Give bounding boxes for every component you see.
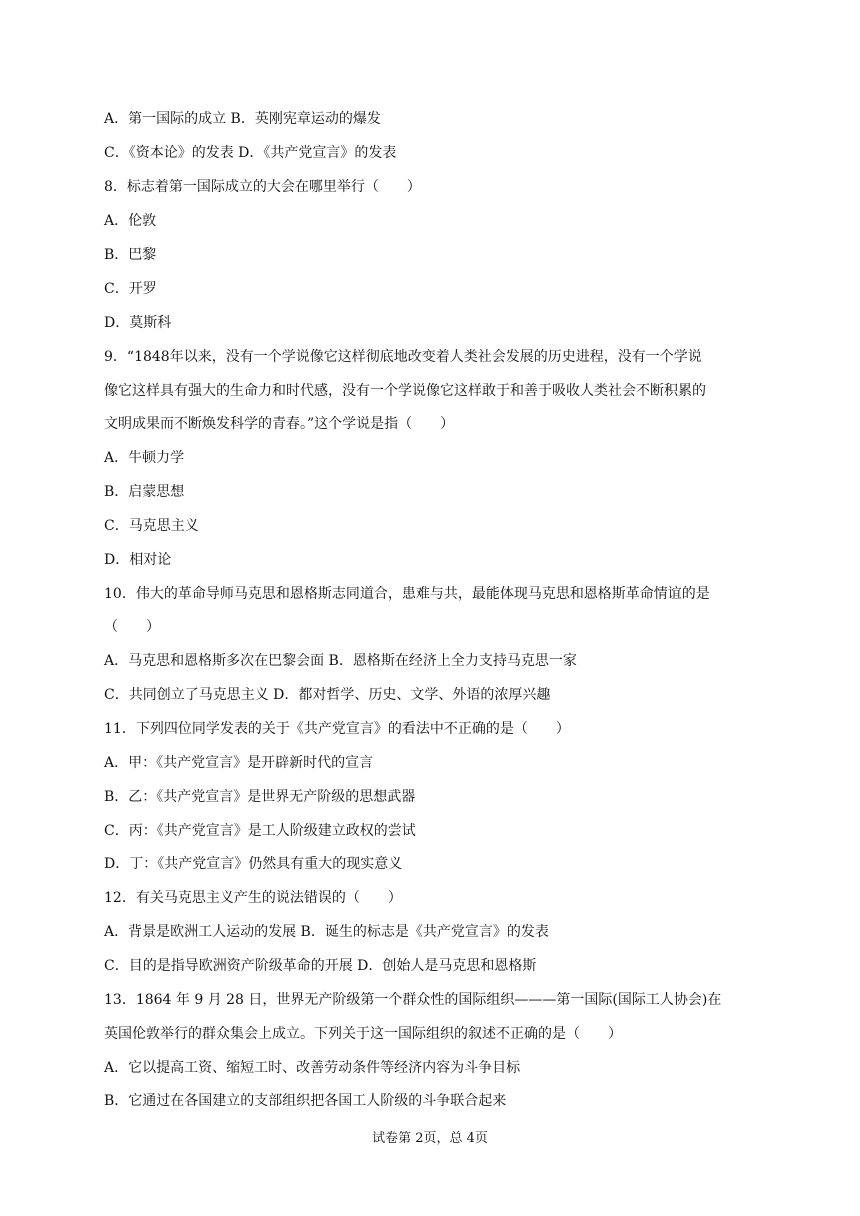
q10-options-cd: C．共同创立了马克思主义 D．都对哲学、历史、文学、外语的浓厚兴趣 bbox=[104, 687, 551, 703]
question-13-line-1: 13．1864 年 9 月 28 日，世界无产阶级第一个群众性的国际组织———第一国际(国际工人协会)在 bbox=[104, 992, 722, 1008]
q12-options-cd: C．目的是指导欧洲资产阶级革命的开展 D．创始人是马克思和恩格斯 bbox=[104, 958, 537, 974]
question-9-line-2: 像它这样具有强大的生命力和时代感，没有一个学说像它这样敢于和善于吸收人类社会不断积累的 bbox=[104, 383, 706, 399]
q9-option-d: D．相对论 bbox=[104, 552, 172, 568]
page-footer: 试卷第 2页，总 4页 bbox=[372, 1131, 488, 1146]
q8-option-c: C．开罗 bbox=[104, 281, 157, 297]
q7-options-cd: C．《资本论》的发表 D．《共产党宣言》的发表 bbox=[104, 145, 397, 161]
question-13-line-2: 英国伦敦举行的群众集会上成立。下列关于这一国际组织的叙述不正确的是（ ） bbox=[104, 1026, 622, 1042]
q8-option-b: B．巴黎 bbox=[104, 247, 157, 263]
q11-option-a: A．甲：《共产党宣言》是开辟新时代的宣言 bbox=[104, 755, 374, 771]
question-9-line-1: 9．“1848年以来，没有一个学说像它这样彻底地改变着人类社会发展的历史进程，没有一个学说 bbox=[104, 349, 702, 365]
q10-options-ab: A．马克思和恩格斯多次在巴黎会面 B．恩格斯在经济上全力支持马克思一家 bbox=[104, 653, 577, 669]
q13-option-a: A．它以提高工资、缩短工时、改善劳动条件等经济内容为斗争目标 bbox=[104, 1060, 521, 1076]
q8-option-a: A．伦敦 bbox=[104, 213, 157, 229]
q7-options-ab: A．第一国际的成立 B．英刚宪章运动的爆发 bbox=[104, 111, 381, 127]
question-9-line-3: 文明成果而不断焕发科学的青春。”这个学说是指（ ） bbox=[104, 416, 455, 432]
q9-option-b: B．启蒙思想 bbox=[104, 484, 185, 500]
q8-option-d: D．莫斯科 bbox=[104, 315, 172, 331]
q13-option-b: B．它通过在各国建立的支部组织把各国工人阶级的斗争联合起来 bbox=[104, 1093, 507, 1109]
question-8: 8．标志着第一国际成立的大会在哪里举行（ ） bbox=[104, 179, 421, 195]
q9-option-a: A．牛顿力学 bbox=[104, 450, 185, 466]
question-10-line-1: 10．伟大的革命导师马克思和恩格斯志同道合，患难与共，最能体现马克思和恩格斯革命情谊的是 bbox=[104, 586, 710, 602]
q12-options-ab: A．背景是欧洲工人运动的发展 B．诞生的标志是《共产党宣言》的发表 bbox=[104, 924, 549, 940]
question-11: 11．下列四位同学发表的关于《共产党宣言》的看法中不正确的是（ ） bbox=[104, 721, 570, 737]
question-12: 12．有关马克思主义产生的说法错误的（ ） bbox=[104, 890, 402, 906]
q11-option-b: B．乙：《共产党宣言》是世界无产阶级的思想武器 bbox=[104, 789, 416, 805]
question-10-line-2: （ ） bbox=[104, 619, 160, 635]
q9-option-c: C．马克思主义 bbox=[104, 518, 199, 534]
q11-option-d: D．丁：《共产党宣言》仍然具有重大的现实意义 bbox=[104, 856, 403, 872]
q11-option-c: C．丙：《共产党宣言》是工人阶级建立政权的尝试 bbox=[104, 823, 416, 839]
